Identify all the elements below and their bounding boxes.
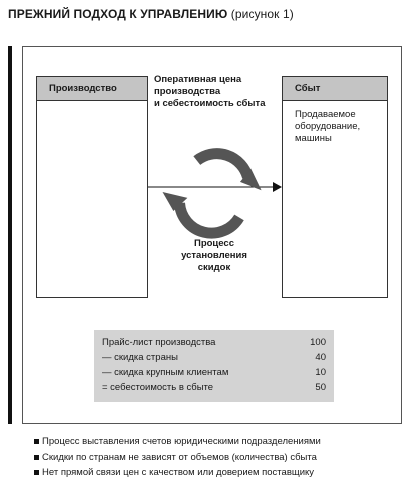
sales-box-line: Продаваемое [295,109,356,120]
price-list-row-label: — скидка крупным клиентам [102,367,229,378]
bullet-item [34,450,321,466]
bullet-item [34,434,321,450]
price-flow-label-line: производства [154,86,221,97]
discount-process-label [158,238,270,274]
bullet-item [34,465,321,481]
sales-box-line: оборудование, [295,121,361,132]
price-list-row [102,335,326,350]
discount-process-label-line: Процесс [194,238,234,249]
price-list-panel [94,330,334,402]
bullet-square-icon [34,455,39,460]
price-list-row-label: — скидка страны [102,352,178,363]
price-list-row-value: 50 [315,382,326,393]
price-list-row [102,350,326,365]
cycle-arc-bottom [180,203,240,233]
bullet-square-icon [34,470,39,475]
bullet-list [34,434,321,481]
production-box-header: Производство [37,77,147,101]
discount-process-label-line: скидок [197,262,231,273]
price-list-row-label: Прайс-лист производства [102,337,216,348]
price-flow-label-line: Оперативная цена [154,74,242,85]
sales-box-line: машины [295,133,332,144]
bullet-text: Процесс выставления счетов юридическими подразделениями [42,436,321,447]
cycle-arc-top [197,154,248,177]
bullet-text: Нет прямой связи цен с качеством или доверием поставщику [42,467,315,478]
price-list-row-value: 10 [315,367,326,378]
discount-process-label-line: установления [181,250,247,261]
price-list-row-value: 100 [310,337,326,348]
figure-title-main: ПРЕЖНИЙ ПОДХОД К УПРАВЛЕНИЮ [8,7,228,21]
flow-arrowhead-icon [273,182,282,192]
figure-title-suffix: (рисунок 1) [227,7,294,21]
price-list-row-value: 40 [315,352,326,363]
price-list-row [102,365,326,380]
bullet-square-icon [34,439,39,444]
price-list-row-label: = себестоимость в сбыте [102,382,214,393]
price-list-row [102,380,326,395]
sales-box-header: Сбыт [283,77,387,101]
price-flow-label-line: и себестоимость сбыта [154,98,266,109]
bullet-text: Скидки по странам не зависят от объемов (количества) сбыта [42,451,317,463]
